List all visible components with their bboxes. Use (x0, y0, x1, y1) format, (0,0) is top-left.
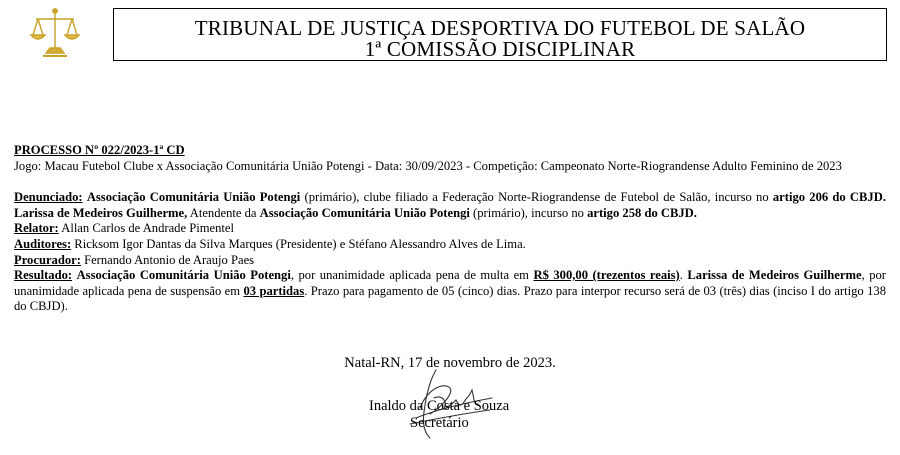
denunciado-party3: Associação Comunitária União Potengi (259, 205, 470, 220)
relator-label: Relator: (14, 221, 59, 235)
closing-date: Natal-RN, 17 de novembro de 2023. (344, 355, 556, 371)
denunciado-article1: artigo 206 do CBJD (772, 190, 883, 204)
auditores-line (14, 237, 886, 253)
process-number (14, 143, 886, 159)
resultado-suspension: 03 partidas (243, 283, 305, 298)
auditores-label: Auditores: (14, 237, 72, 251)
resultado-fine: R$ 300,00 (trezentos reais) (533, 268, 680, 282)
resultado-party2: Larissa de Medeiros Guilherme (687, 268, 862, 282)
resultado-text1: , por unanimidade aplicada pena de multa em (290, 268, 534, 282)
resultado-party1: Associação Comunitária União Potengi (76, 268, 291, 282)
procurador-value: Fernando Antonio de Araujo Paes (80, 253, 255, 267)
denunciado-text1: (primário), clube filiado a Federação Norte-Riograndense de Futebol de Salão, incurso no (300, 190, 773, 204)
resultado-text3: . Prazo para pagamento de 05 (cinco) dias. Prazo para interpor recurso será de 03 (três) dias (inciso I do artigo 138 do CBJD). (14, 283, 886, 314)
denunciado-text3: (primário), incurso no (469, 205, 588, 220)
header-box (113, 8, 887, 61)
procurador-label: Procurador: (14, 253, 81, 267)
relator-line (14, 221, 886, 237)
scales-of-justice-icon (28, 5, 82, 62)
tribunal-title: TRIBUNAL DE JUSTIÇA DESPORTIVA DO FUTEBOL DE SALÃO (194, 16, 806, 40)
match-info: Jogo: Macau Futebol Clube x Associação Comunitária União Potengi - Data: 30/09/2023 - Competição: Campeonato Norte-Riograndense Adulto Feminino de 2023 (14, 159, 842, 173)
resultado-text2: , por unanimidade aplicada pena de suspensão em (14, 268, 886, 298)
signer-role: Secretário (410, 415, 469, 431)
commission-title: 1ª COMISSÃO DISCIPLINAR (364, 37, 636, 61)
procurador-line (14, 253, 886, 269)
denunciado-label: Denunciado: (14, 190, 83, 204)
resultado-paragraph (14, 268, 886, 315)
auditores-value: Ricksom Igor Dantas da Silva Marques (Presidente) e Stéfano Alessandro Alves de Lima. (71, 237, 526, 251)
relator-value: Allan Carlos de Andrade Pimentel (58, 221, 234, 235)
denunciado-paragraph (14, 190, 886, 221)
denunciado-party1: Associação Comunitária União Potengi (86, 190, 301, 204)
denunciado-sep1: . (882, 190, 886, 204)
resultado-sep1: . (679, 268, 688, 282)
signer-name: Inaldo da Costa e Souza (369, 398, 510, 414)
denunciado-party2: Larissa de Medeiros Guilherme, (14, 205, 188, 220)
denunciado-text2: Atendente da (187, 205, 260, 220)
process-title: PROCESSO Nº 022/2023-1ª CD (14, 143, 185, 157)
resultado-label: Resultado: (14, 268, 73, 282)
denunciado-article2: artigo 258 do CBJD. (587, 205, 697, 220)
